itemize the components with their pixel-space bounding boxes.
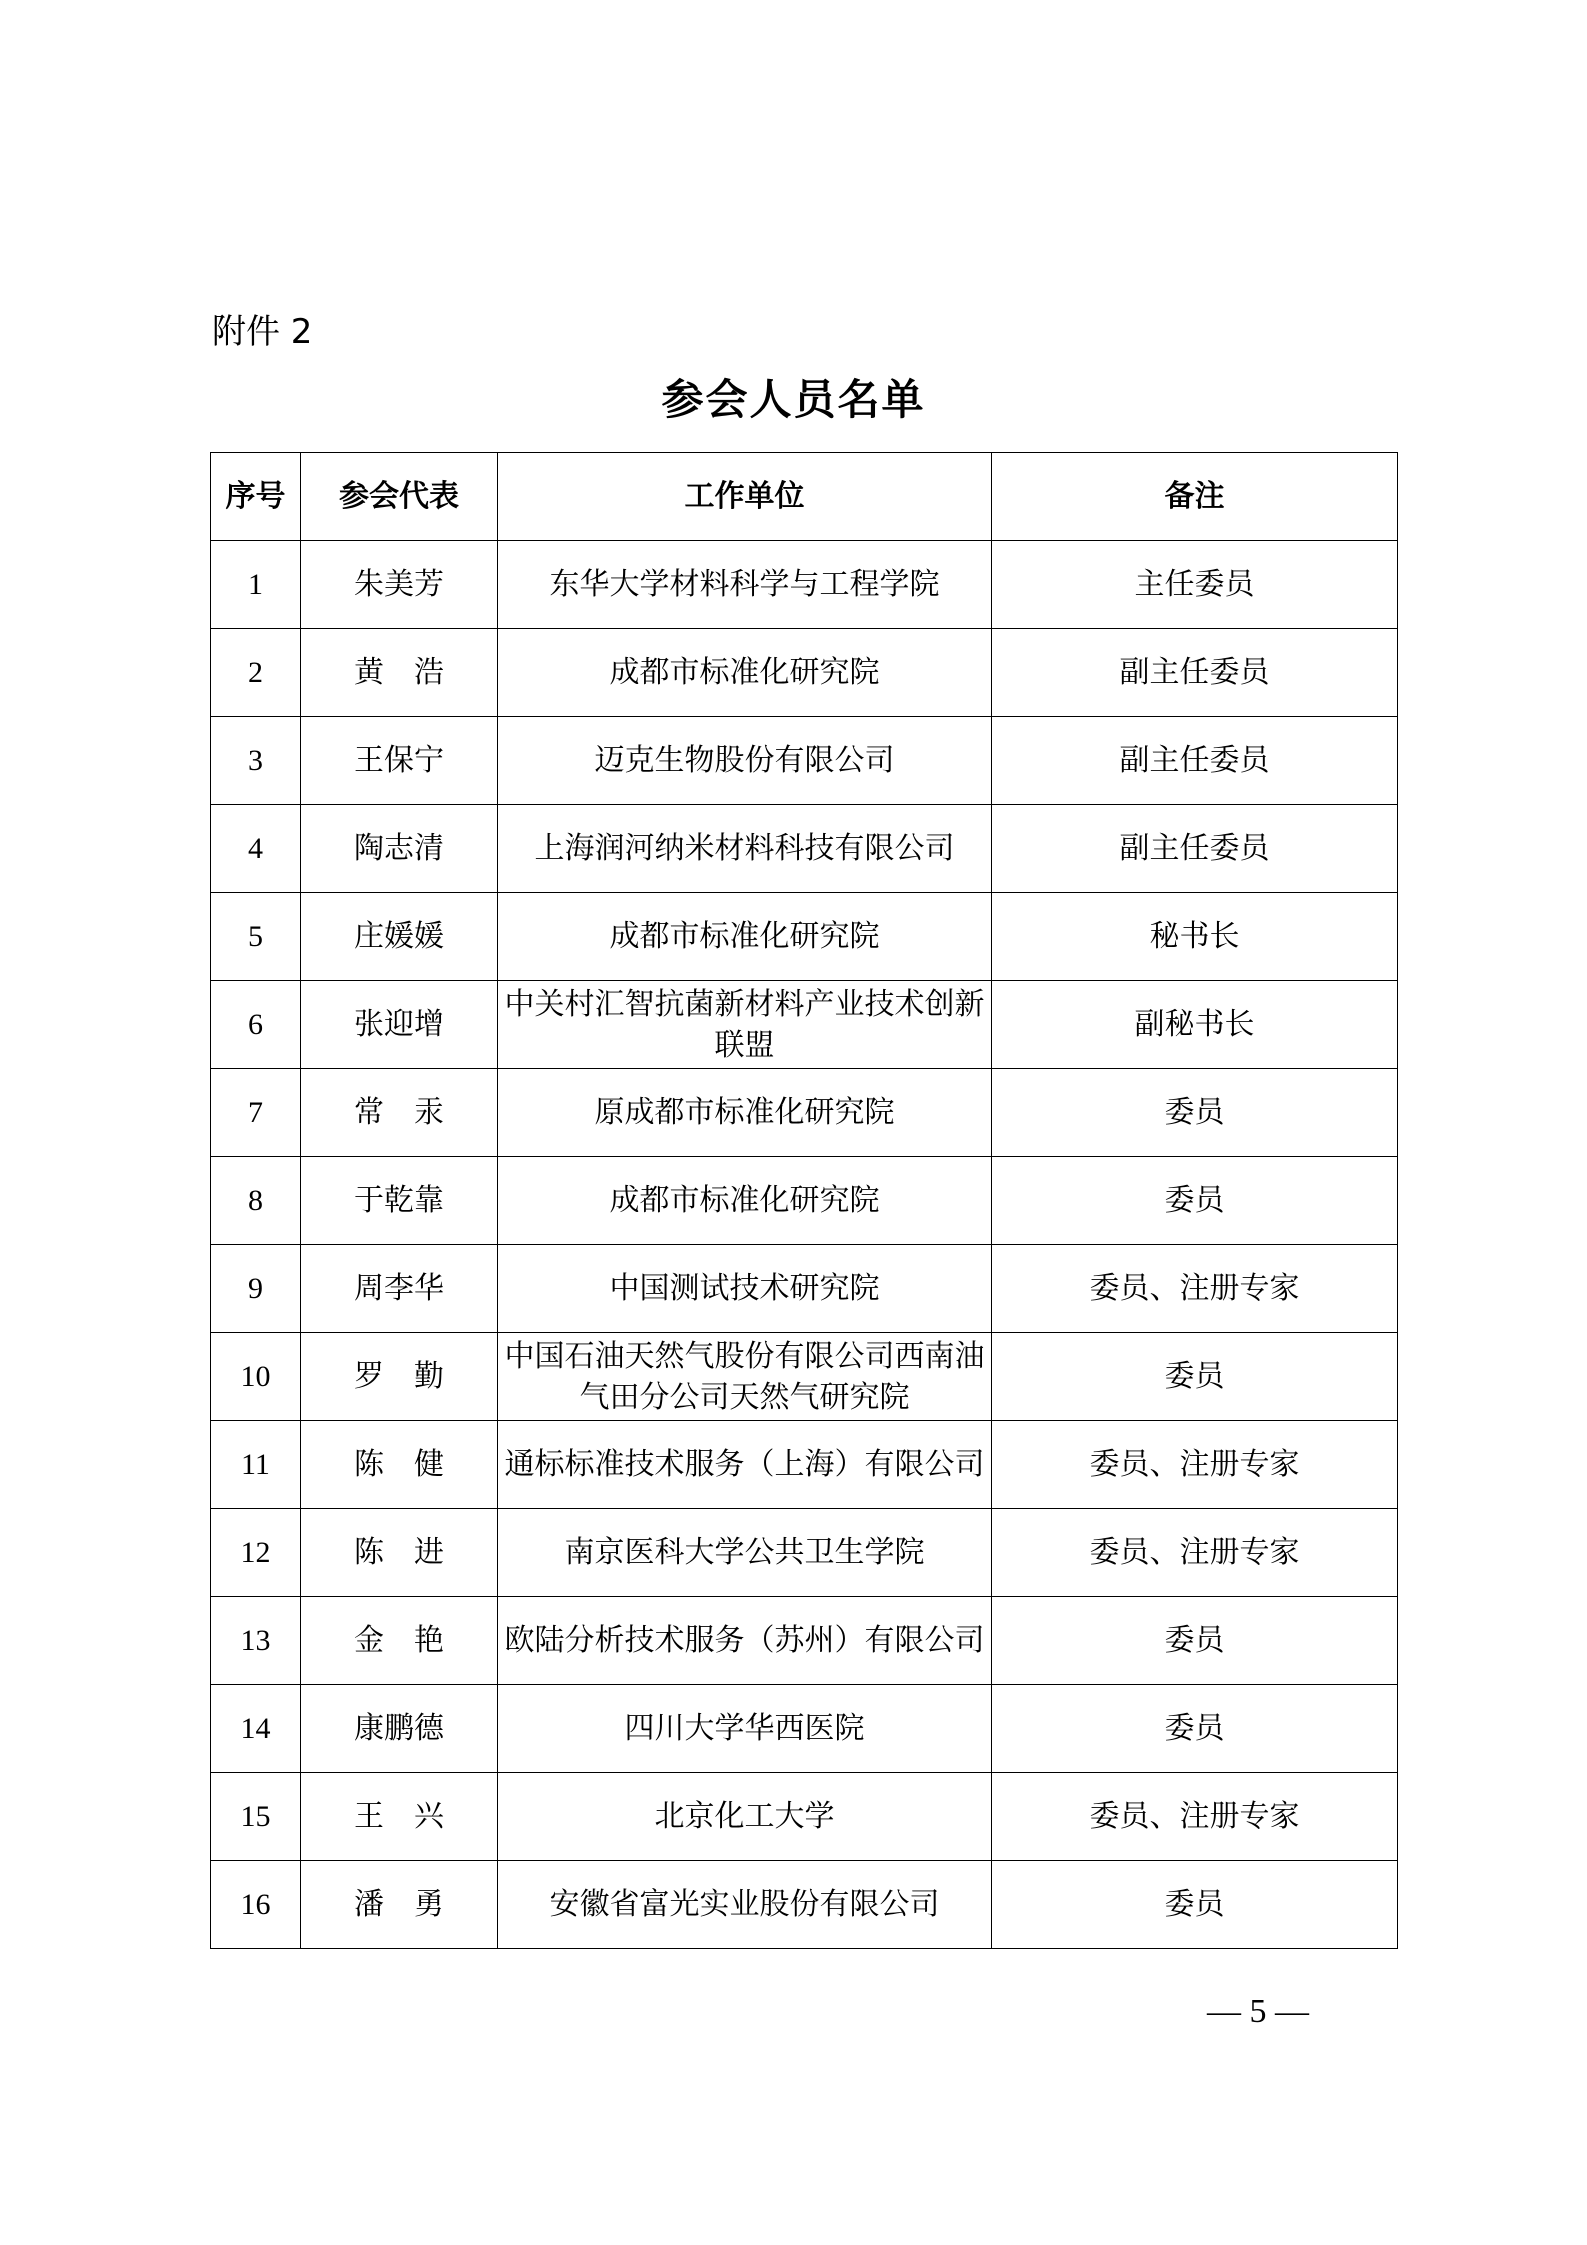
row-index: 9 [211,1245,301,1333]
row-index: 15 [211,1773,301,1861]
table-row [211,629,1398,717]
row-unit: 北京化工大学 [498,1773,992,1861]
row-unit: 成都市标准化研究院 [498,893,992,981]
document-title: 参会人员名单 [661,375,926,424]
header-index: 序号 [211,453,301,541]
row-remark: 秘书长 [992,893,1398,981]
row-name: 周李华 [301,1245,498,1333]
table-row [211,805,1398,893]
row-name: 王保宁 [301,717,498,805]
row-index: 11 [211,1421,301,1509]
table-row [211,1333,1398,1421]
row-name: 陶志清 [301,805,498,893]
row-remark: 主任委员 [992,541,1398,629]
row-remark: 副秘书长 [992,981,1398,1069]
row-index: 2 [211,629,301,717]
row-index: 16 [211,1861,301,1949]
row-remark: 副主任委员 [992,805,1398,893]
row-name: 常 汞 [301,1069,498,1157]
row-name: 张迎增 [301,981,498,1069]
row-unit: 欧陆分析技术服务（苏州）有限公司 [498,1597,992,1685]
table-body [211,541,1398,1949]
row-name: 庄媛媛 [301,893,498,981]
row-index: 13 [211,1597,301,1685]
row-unit: 四川大学华西医院 [498,1685,992,1773]
table-header-row [211,453,1398,541]
row-remark: 委员、注册专家 [992,1421,1398,1509]
header-remark: 备注 [992,453,1398,541]
row-unit: 成都市标准化研究院 [498,629,992,717]
row-remark: 委员 [992,1069,1398,1157]
row-remark: 委员、注册专家 [992,1509,1398,1597]
row-name: 陈 健 [301,1421,498,1509]
attachment-label: 附件 2 [212,312,313,352]
row-remark: 委员、注册专家 [992,1773,1398,1861]
row-index: 6 [211,981,301,1069]
table-row [211,1509,1398,1597]
row-name: 陈 进 [301,1509,498,1597]
table-row [211,1773,1398,1861]
attendee-table [210,452,1398,1949]
table-row [211,1597,1398,1685]
row-unit: 原成都市标准化研究院 [498,1069,992,1157]
row-index: 10 [211,1333,301,1421]
table-row [211,541,1398,629]
row-unit: 上海润河纳米材料科技有限公司 [498,805,992,893]
table-row [211,981,1398,1069]
table-row [211,893,1398,981]
row-remark: 委员 [992,1157,1398,1245]
row-remark: 委员 [992,1861,1398,1949]
row-unit: 迈克生物股份有限公司 [498,717,992,805]
row-remark: 委员 [992,1685,1398,1773]
row-name: 于乾靠 [301,1157,498,1245]
row-unit: 南京医科大学公共卫生学院 [498,1509,992,1597]
row-name: 王 兴 [301,1773,498,1861]
table-row [211,1069,1398,1157]
header-unit: 工作单位 [498,453,992,541]
row-unit: 成都市标准化研究院 [498,1157,992,1245]
row-unit: 中国石油天然气股份有限公司西南油气田分公司天然气研究院 [498,1333,992,1421]
row-index: 12 [211,1509,301,1597]
header-name: 参会代表 [301,453,498,541]
row-remark: 委员、注册专家 [992,1245,1398,1333]
row-index: 4 [211,805,301,893]
row-name: 黄 浩 [301,629,498,717]
row-name: 康鹏德 [301,1685,498,1773]
page-number: — 5 — [1207,1993,1309,2030]
row-index: 1 [211,541,301,629]
table-row [211,1861,1398,1949]
row-index: 14 [211,1685,301,1773]
row-index: 7 [211,1069,301,1157]
table-row [211,1685,1398,1773]
row-remark: 委员 [992,1333,1398,1421]
table-row [211,717,1398,805]
row-remark: 副主任委员 [992,629,1398,717]
table-row [211,1245,1398,1333]
row-index: 3 [211,717,301,805]
row-remark: 委员 [992,1597,1398,1685]
row-name: 朱美芳 [301,541,498,629]
row-name: 罗 勤 [301,1333,498,1421]
row-unit: 通标标准技术服务（上海）有限公司 [498,1421,992,1509]
row-index: 8 [211,1157,301,1245]
row-unit: 东华大学材料科学与工程学院 [498,541,992,629]
table-row [211,1157,1398,1245]
row-unit: 中国测试技术研究院 [498,1245,992,1333]
row-remark: 副主任委员 [992,717,1398,805]
table-row [211,1421,1398,1509]
row-name: 潘 勇 [301,1861,498,1949]
row-unit: 安徽省富光实业股份有限公司 [498,1861,992,1949]
row-unit: 中关村汇智抗菌新材料产业技术创新联盟 [498,981,992,1069]
row-index: 5 [211,893,301,981]
row-name: 金 艳 [301,1597,498,1685]
